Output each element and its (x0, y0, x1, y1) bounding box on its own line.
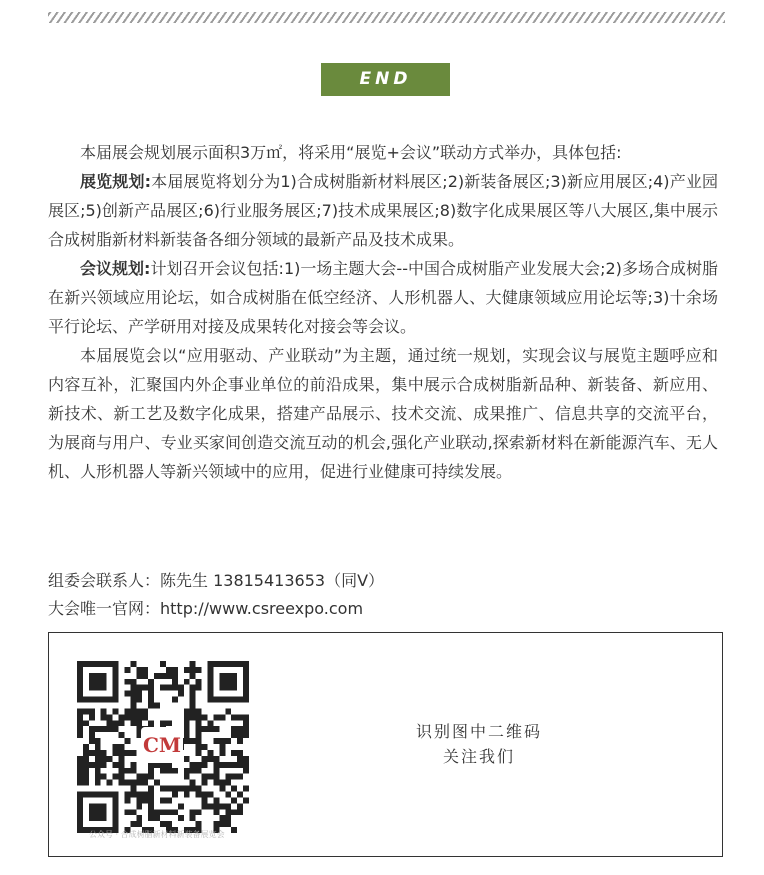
exhibition-plan-paragraph (48, 167, 718, 254)
contact-person: 组委会联系人：陈先生 13815413653（同V） (48, 571, 385, 590)
qr-code[interactable] (77, 661, 249, 833)
hatched-divider (48, 12, 725, 23)
conference-plan-paragraph (48, 254, 718, 341)
exhibition-plan-text: 本届展览将划分为1)合成树脂新材料展区;2)新装备展区;3)新应用展区;4)产业园展区;5)创新产品展区;6)行业服务展区;7)技术成果展区;8)数字化成果展区等八大展区,集中展示合成树脂新材料新装备各细分领域的最新产品及技术成果。 (48, 172, 718, 249)
cm-logo-icon: CM (141, 727, 183, 763)
intro-paragraph: 本届展会规划展示面积3万㎡，将采用“展览+会议”联动方式举办，具体包括: (80, 143, 622, 162)
qr-instructions (379, 719, 579, 769)
conference-plan-label: 会议规划: (80, 259, 151, 278)
qr-instruction-line-1: 识别图中二维码 (415, 722, 542, 741)
qr-code-card (48, 632, 723, 857)
contact-block (48, 567, 718, 623)
conference-plan-text: 计划召开会议包括:1)一场主题大会--中国合成树脂产业发展大会;2)多场合成树脂在新兴领域应用论坛，如合成树脂在低空经济、人形机器人、大健康领域应用论坛等;3)十余场平行论坛、产学研用对接及成果转化对接会等会议。 (48, 259, 718, 336)
qr-instruction-line-2: 关注我们 (442, 747, 515, 766)
theme-paragraph: 本届展览会以“应用驱动、产业联动”为主题，通过统一规划，实现会议与展览主题呼应和内容互补，汇聚国内外企事业单位的前沿成果，集中展示合成树脂新品种、新装备、新应用、新技术、新工艺及数字化成果，搭建产品展示、技术交流、成果推广、信息共享的交流平台，为展商与用户、专业买家间创造交流互动的机会,强化产业联动,探索新材料在新能源汽车、无人机、人形机器人等新兴领域中的应用，促进行业健康可持续发展。 (48, 346, 718, 481)
official-website[interactable]: 大会唯一官网：http://www.csreexpo.com (48, 599, 364, 618)
exhibition-plan-label: 展览规划: (80, 172, 152, 191)
end-badge: END (321, 63, 450, 96)
article-body (48, 138, 718, 486)
qr-caption: 公众号 · 合成树脂新材料新装备展览会 (89, 830, 225, 839)
